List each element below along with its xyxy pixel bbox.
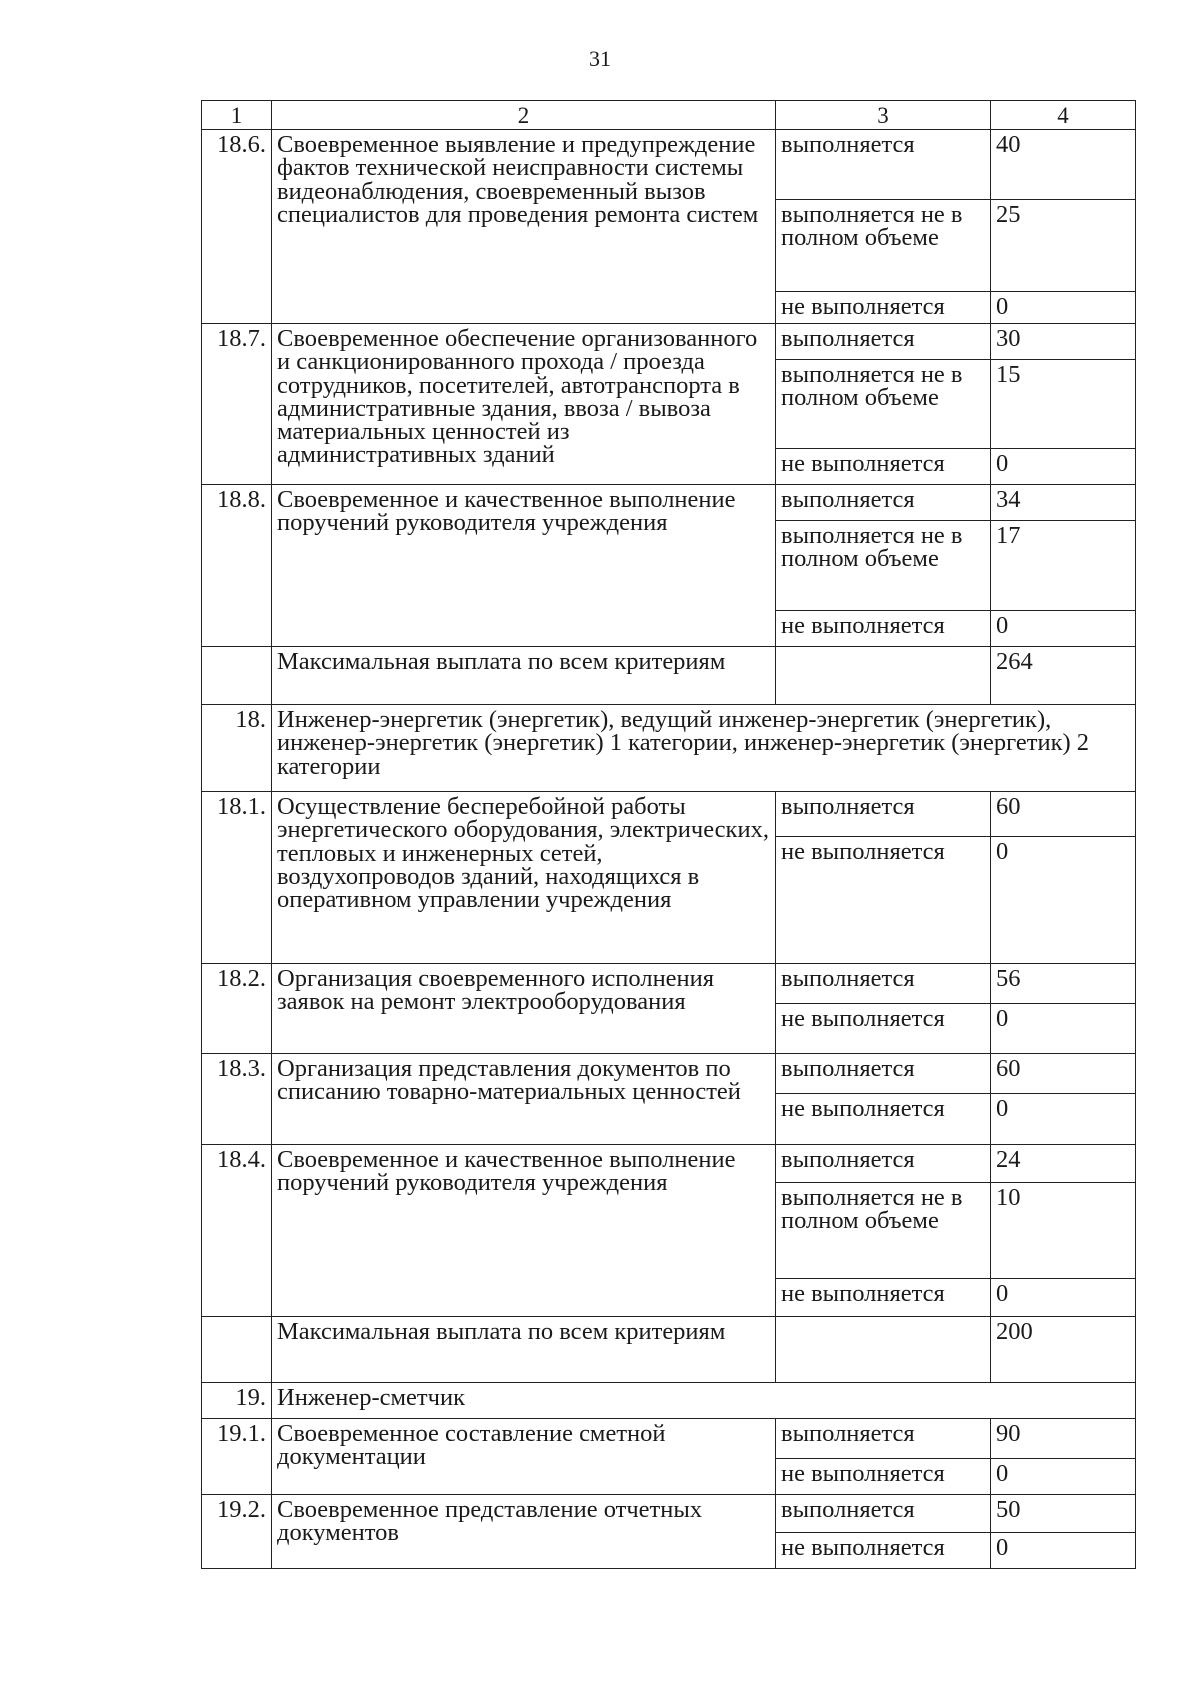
criterion-number: 18.6.	[202, 130, 272, 324]
status-cell: выполняется	[776, 964, 991, 1004]
score-cell: 56	[991, 964, 1136, 1004]
status-cell: выполняется	[776, 1495, 991, 1533]
criterion-text: Организация представления документов по списанию товарно-материальных ценностей	[272, 1054, 776, 1145]
status-cell: выполняется	[776, 1054, 991, 1094]
criterion-number: 18.4.	[202, 1145, 272, 1317]
status-cell: выполняется	[776, 324, 991, 360]
score-cell: 0	[991, 1459, 1136, 1495]
criterion-number: 19.1.	[202, 1419, 272, 1495]
score-cell: 25	[991, 200, 1136, 292]
criterion-number: 18.7.	[202, 324, 272, 485]
score-cell: 24	[991, 1145, 1136, 1183]
score-cell: 0	[991, 292, 1136, 324]
table-row	[202, 1495, 1136, 1533]
column-header-2: 2	[272, 101, 776, 130]
score-cell: 0	[991, 1533, 1136, 1569]
criteria-table	[201, 100, 1136, 1569]
column-header-1: 1	[202, 101, 272, 130]
header-row	[202, 101, 1136, 130]
criterion-text: Организация своевременного исполнения заявок на ремонт электрооборудования	[272, 964, 776, 1054]
score-cell: 90	[991, 1419, 1136, 1459]
status-cell: выполняется не в полном объеме	[776, 1183, 991, 1279]
score-cell: 40	[991, 130, 1136, 200]
status-cell: не выполняется	[776, 449, 991, 485]
total-label: Максимальная выплата по всем критериям	[272, 647, 776, 705]
total-value: 200	[991, 1317, 1136, 1383]
total-row	[202, 647, 1136, 705]
criterion-text: Своевременное составление сметной документации	[272, 1419, 776, 1495]
status-cell: не выполняется	[776, 1533, 991, 1569]
criterion-number: 18.1.	[202, 792, 272, 964]
empty-cell	[776, 1317, 991, 1383]
score-cell: 0	[991, 1004, 1136, 1054]
score-cell: 60	[991, 1054, 1136, 1094]
status-cell: не выполняется	[776, 292, 991, 324]
criterion-number: 19.2.	[202, 1495, 272, 1569]
status-cell: не выполняется	[776, 1279, 991, 1317]
criterion-text: Осуществление бесперебойной работы энергетического оборудования, электрических, тепловых и инженерных сетей, воздухопроводов зданий, находящихся в оперативном управлении учреждения	[272, 792, 776, 964]
status-cell: выполняется	[776, 1145, 991, 1183]
status-cell: выполняется не в полном объеме	[776, 200, 991, 292]
total-row	[202, 1317, 1136, 1383]
criterion-text: Своевременное и качественное выполнение поручений руководителя учреждения	[272, 1145, 776, 1317]
table-row	[202, 1145, 1136, 1183]
section-number: 19.	[202, 1383, 272, 1419]
column-header-4: 4	[991, 101, 1136, 130]
status-cell: выполняется	[776, 485, 991, 521]
status-cell: выполняется не в полном объеме	[776, 521, 991, 611]
status-cell: не выполняется	[776, 1459, 991, 1495]
criterion-text: Своевременное обеспечение организованного и санкционированного прохода / проезда сотрудников, посетителей, автотранспорта в административные здания, ввоза / вывоза материальных ценностей из административных зданий	[272, 324, 776, 485]
table-row	[202, 1054, 1136, 1094]
empty-cell	[776, 647, 991, 705]
status-cell: не выполняется	[776, 837, 991, 964]
table-row	[202, 792, 1136, 837]
criterion-number: 18.8.	[202, 485, 272, 647]
score-cell: 60	[991, 792, 1136, 837]
criterion-text: Своевременное и качественное выполнение поручений руководителя учреждения	[272, 485, 776, 647]
table-row	[202, 485, 1136, 521]
empty-cell	[202, 1317, 272, 1383]
table-row	[202, 130, 1136, 200]
section-title: Инженер-энергетик (энергетик), ведущий инженер-энергетик (энергетик), инженер-энергетик (энергетик) 1 категории, инженер-энергетик (энергетик) 2 категории	[272, 705, 1136, 792]
status-cell: не выполняется	[776, 1004, 991, 1054]
status-cell: не выполняется	[776, 1094, 991, 1145]
section-title: Инженер-сметчик	[272, 1383, 1136, 1419]
score-cell: 0	[991, 611, 1136, 647]
total-label: Максимальная выплата по всем критериям	[272, 1317, 776, 1383]
score-cell: 34	[991, 485, 1136, 521]
score-cell: 0	[991, 1094, 1136, 1145]
score-cell: 17	[991, 521, 1136, 611]
score-cell: 15	[991, 360, 1136, 449]
criterion-number: 18.3.	[202, 1054, 272, 1145]
status-cell: выполняется	[776, 1419, 991, 1459]
table-row	[202, 1419, 1136, 1459]
column-header-3: 3	[776, 101, 991, 130]
section-number: 18.	[202, 705, 272, 792]
total-value: 264	[991, 647, 1136, 705]
table-row	[202, 324, 1136, 360]
section-header-row	[202, 1383, 1136, 1419]
criterion-number: 18.2.	[202, 964, 272, 1054]
score-cell: 0	[991, 449, 1136, 485]
criterion-text: Своевременное представление отчетных документов	[272, 1495, 776, 1569]
score-cell: 30	[991, 324, 1136, 360]
criterion-text: Своевременное выявление и предупреждение фактов технической неисправности системы видеонаблюдения, своевременный вызов специалистов для проведения ремонта систем	[272, 130, 776, 324]
score-cell: 10	[991, 1183, 1136, 1279]
table-row	[202, 964, 1136, 1004]
page-number: 31	[589, 46, 611, 71]
score-cell: 0	[991, 1279, 1136, 1317]
empty-cell	[202, 647, 272, 705]
score-cell: 50	[991, 1495, 1136, 1533]
status-cell: выполняется	[776, 792, 991, 837]
section-header-row	[202, 705, 1136, 792]
score-cell: 0	[991, 837, 1136, 964]
status-cell: не выполняется	[776, 611, 991, 647]
status-cell: выполняется не в полном объеме	[776, 360, 991, 449]
status-cell: выполняется	[776, 130, 991, 200]
